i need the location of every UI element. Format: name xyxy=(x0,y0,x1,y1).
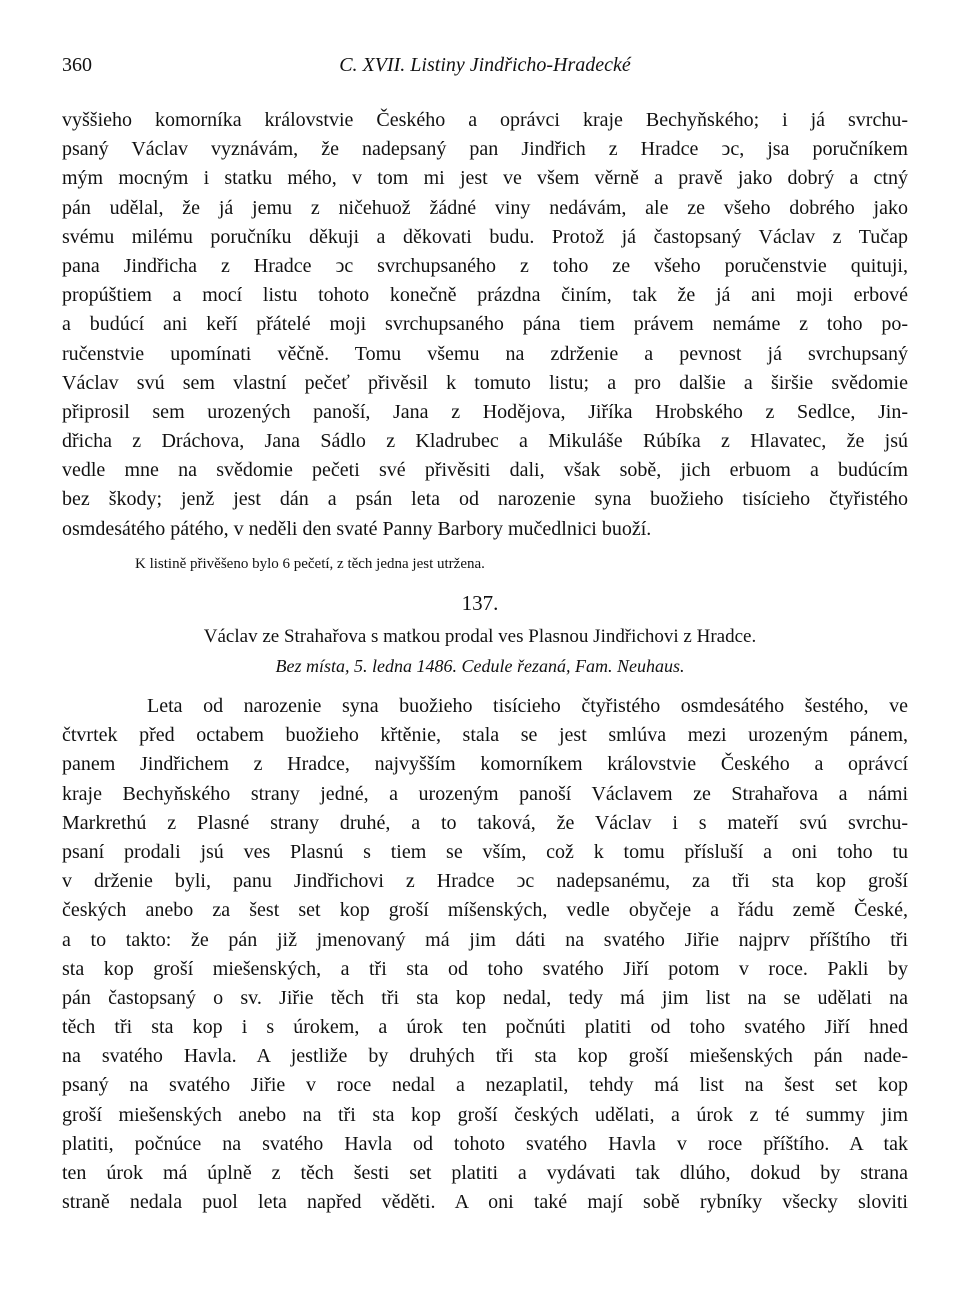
text-line: pán udělal, že já jemu z ničehuož žádné viny nedávám, ale ze všeho dobrého jako xyxy=(62,196,908,219)
document-source: Bez místa, 5. ledna 1486. Cedule řezaná, Fam. Neuhaus. xyxy=(275,656,685,676)
text-line: ručenstvie upomínati věčně. Tomu všemu na zdrženie a pevnost já svrchupsaný xyxy=(62,342,908,365)
text-line: Markrethú z Plasné strany druhé, a to taková, že Václav i s mateří svú svrchu- xyxy=(62,811,908,834)
text-line: propúštiem a mocí listu tohoto konečně prázdna činím, tak že já ani moji erbové xyxy=(62,284,908,307)
text-line: vedle mne na svědomie pečeti své přivěsiti dali, však sobě, jich erbuom a budúcím xyxy=(62,459,908,482)
text-line: čtvrtek před octabem buožieho křtěnie, stala se jest smlúva mezi urozeným pánem, xyxy=(62,724,908,747)
text-line: připrosil sem urozených panoší, Jana z Hodějova, Jiříka Hrobského z Sedlce, Jin- xyxy=(62,400,908,423)
text-line: na svatého Havla. A jestliže by druhých tři sta kop groší miešenských pán nade- xyxy=(62,1045,908,1068)
text-line: psaný Václav vyznávám, že nadepsaný pan Jindřich z Hradce ͻc, jsa poručníkem xyxy=(62,138,908,161)
page-number: 360 xyxy=(62,54,92,76)
text-line: pana Jindřicha z Hradce ͻc svrchupsaného z toho ze všeho poručenstvie quituji, xyxy=(62,254,908,277)
document-summary: Václav ze Strahařova s matkou prodal ves Plasnou Jindřichovi z Hradce. xyxy=(203,626,757,647)
text-line: psaný na svatého Jiřie v roce nedal a nezaplatil, tehdy má list na šest set kop xyxy=(62,1074,908,1097)
text-line: Václav svú sem vlastní pečeť přivěsil k tomuto listu; a pro dalšie a širšie svědomie xyxy=(62,371,908,394)
text-line: kraje Bechyňského strany jedné, a urozeným panoší Václavem ze Strahařova a námi xyxy=(62,782,908,805)
text-line: a to takto: že pán již jmenovaný má jim dáti na svatého Jiřie najprv příštího tři xyxy=(62,928,908,951)
text-line: groší miešenských anebo na tři sta kop groší českých udělati, a úrok z té summy jim xyxy=(62,1103,908,1126)
text-line: osmdesátého pátého, v neděli den svaté Panny Barbory mučedlnici buoží. xyxy=(62,517,652,540)
text-line: straně nedala puol leta napřed věděti. A oni také mají sobě rybníky všecky sloviti xyxy=(62,1191,908,1214)
seal-note: K listině přivěšeno bylo 6 pečetí, z těch jedna jest utržena. xyxy=(135,556,485,572)
text-line: panem Jindřichem z Hradce, najvyšším komorníkem královstvie Českého a oprávcí xyxy=(62,753,908,776)
text-line: vyššieho komorníka královstvie Českého a oprávci kraje Bechyňského; i já svrchu- xyxy=(62,109,908,131)
text-line: pán častopsaný o sv. Jiřie těch tři sta kop nedal, tedy má jim list na se udělati na xyxy=(62,986,908,1009)
page-header xyxy=(62,54,908,86)
text-line: a budúcí ani keří přátelé moji svrchupsaného pána tiem právem nemáme z toho po- xyxy=(62,313,908,336)
text-line: platiti, počnúce na svatého Havla od tohoto svatého Havla v roce příštího. A tak xyxy=(62,1132,908,1155)
running-title: C. XVII. Listiny Jindřicho-Hradecké xyxy=(339,54,631,76)
text-line: těch tři sta kop i s úrokem, a úrok ten počnúti platiti od toho svatého Jiří hned xyxy=(62,1016,908,1039)
text-line: sta kop groší miešenských, a tři sta od toho svatého Jiří potom v roce. Pakli by xyxy=(62,957,908,980)
text-line: dřicha z Dráchova, Jana Sádlo z Kladrubec a Mikuláše Rúbíka z Hlavatec, že jsú xyxy=(62,430,908,453)
document-number: 137. xyxy=(461,591,499,615)
text-line: svému milému poručníku děkuji a děkovati budu. Protož já častopsaný Václav z Tučap xyxy=(62,225,908,248)
text-line: mým mocným i statku mého, v tom mi jest ve všem věrně a pravě jako dobrý a ctný xyxy=(62,167,908,190)
text-line: ten úrok má úplně z těch šesti set platiti a vydávati tak dlúho, dokud by strana xyxy=(62,1162,908,1184)
paragraph-2 xyxy=(62,692,908,1217)
text-line: Leta od narozenie syna buožieho tisícieho čtyřistého osmdesátého šestého, ve xyxy=(147,695,908,717)
text-line: bez škody; jenž jest dán a psán leta od narozenie syna buožieho tisícieho čtyřistého xyxy=(62,488,908,511)
text-line: v drženie byli, panu Jindřichovi z Hradce ͻc nadepsanému, za tři sta kop groší xyxy=(62,870,908,893)
text-line: psaní prodali jsú ves Plasnú s tiem se vším, což k tomu přísluší a oni toho tu xyxy=(62,840,908,863)
paragraph-1 xyxy=(62,106,908,544)
text-line: českých anebo za šest set kop groší míšenských, vedle obyčeje a řádu země České, xyxy=(62,899,908,922)
